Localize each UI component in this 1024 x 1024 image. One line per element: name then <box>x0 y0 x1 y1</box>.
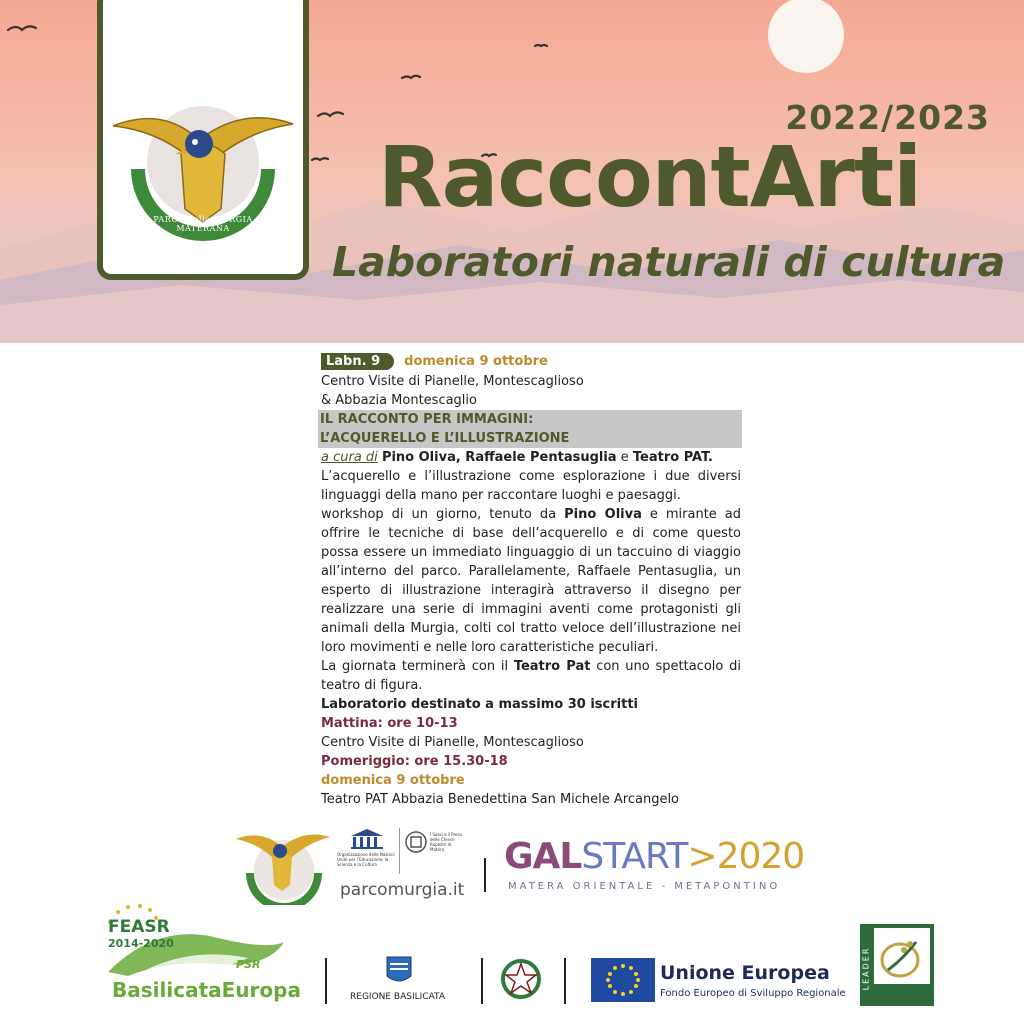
regione-label: REGIONE BASILICATA <box>350 992 445 1002</box>
unesco-logo <box>337 828 400 874</box>
divider <box>564 958 566 1004</box>
event-date: domenica 9 ottobre <box>404 353 548 369</box>
unesco-text: Organizzazione delle Nazioni Unite per l’Educazione, la Scienza e la Cultura <box>337 852 395 867</box>
gal-year-text: >2020 <box>687 836 805 877</box>
lab-title-box <box>318 410 742 448</box>
lab-title-line1: IL RACCONTO PER IMMAGINI: <box>320 412 534 427</box>
lab-badge: Labn. 9 <box>321 353 394 370</box>
paragraph-3-start: La giornata terminerà con il <box>321 659 509 674</box>
divider <box>484 858 486 892</box>
gal-subtitle: MATERA ORIENTALE - METAPONTINO <box>508 881 781 892</box>
unesco-temple-icon <box>347 828 387 850</box>
afternoon-time: Pomeriggio: ore 15.30-18 <box>321 754 508 769</box>
sassi-text: I Sassi e il Parco delle Chiese Rupestri di Matera <box>430 832 463 852</box>
paragraph-3-name: Teatro Pat <box>513 659 591 674</box>
cura-last: Teatro PAT. <box>632 450 713 465</box>
leader-logo <box>860 924 934 1006</box>
hero-banner <box>0 0 1024 343</box>
leader-leaf-icon <box>874 928 930 984</box>
sponsor-logos <box>0 820 1024 1024</box>
cura-and: e <box>620 450 629 465</box>
eu-flag-icon <box>591 958 655 1002</box>
regione-basilicata-crest-icon <box>386 956 412 986</box>
paragraph-2-name: Pino Oliva <box>564 507 642 522</box>
basilicata-europa: BasilicataEuropa <box>112 978 301 1002</box>
event-description <box>321 350 741 809</box>
gal-text: GAL <box>504 836 582 877</box>
parco-logo-text: PARCO della MURGIA MATERANA <box>153 215 253 233</box>
year-label: 2022/2023 <box>785 98 990 137</box>
italian-republic-emblem-icon <box>500 958 542 1000</box>
cura-label: a cura di <box>321 450 378 465</box>
location-line1: Centro Visite di Pianelle, Montescaglioso <box>321 374 584 389</box>
parco-small-logo-icon <box>232 825 332 905</box>
sassi-logo <box>402 828 464 874</box>
credits-line <box>321 448 741 467</box>
location-line2: & Abbazia Montescaglio <box>321 393 477 408</box>
parco-logo-card <box>97 0 309 280</box>
paragraph-3-rest: con uno spettacolo di teatro di figura. <box>321 659 741 693</box>
paragraph-3 <box>321 657 741 695</box>
page-title: RaccontArti <box>378 128 921 226</box>
paragraph-1: L’acquerello e l’illustrazione come esplorazione i due diversi linguaggi della mano per raccontare luoghi e paesaggi. <box>321 469 741 503</box>
divider <box>481 958 483 1004</box>
morning-place: Centro Visite di Pianelle, Montescaglioso <box>321 735 584 750</box>
divider <box>325 958 327 1004</box>
world-heritage-icon <box>404 830 428 854</box>
parco-url: parcomurgia.it <box>340 880 465 900</box>
paragraph-2-start: workshop di un giorno, tenuto da <box>321 507 557 522</box>
lab-header <box>321 350 741 372</box>
leader-text: LEADER <box>861 946 871 991</box>
afternoon-place: Teatro PAT Abbazia Benedettina San Michele Arcangelo <box>321 792 680 807</box>
psr-label: PSR <box>236 958 261 971</box>
paragraph-2 <box>321 505 741 657</box>
sun-icon <box>768 0 844 73</box>
start-text: START <box>581 836 688 877</box>
feasr-label: FEASR <box>108 917 170 937</box>
ue-title: Unione Europea <box>660 962 830 984</box>
afternoon-date: domenica 9 ottobre <box>321 773 465 788</box>
ue-subtitle: Fondo Europeo di Sviluppo Regionale <box>660 988 846 999</box>
capacity-line: Laboratorio destinato a massimo 30 iscritti <box>321 697 638 712</box>
gal-start-logo <box>504 836 804 877</box>
feasr-years: 2014-2020 <box>108 937 174 950</box>
page-subtitle: Laboratori naturali di cultura <box>332 238 1006 286</box>
cura-names: Pino Oliva, Raffaele Pentasuglia <box>381 450 617 465</box>
lab-title-line2: L’ACQUERELLO E L’ILLUSTRAZIONE <box>320 431 570 446</box>
morning-time: Mattina: ore 10-13 <box>321 716 458 731</box>
paragraph-2-rest: e mirante ad offrire le tecniche di base dell’acquerello e di come questo possa essere un immediato linguaggio di un taccuino di viaggio all’interno del parco. Parallelamente, Raffaele Pentasuglia, un esperto di illustrazione interagirà attraverso il disegno per realizzare una serie di immagini aventi come protagonisti gli animali della Murgia, colti col tratto veloce dell’illustrazione nei loro movimenti e nelle loro caratteristiche peculiari. <box>321 507 741 655</box>
